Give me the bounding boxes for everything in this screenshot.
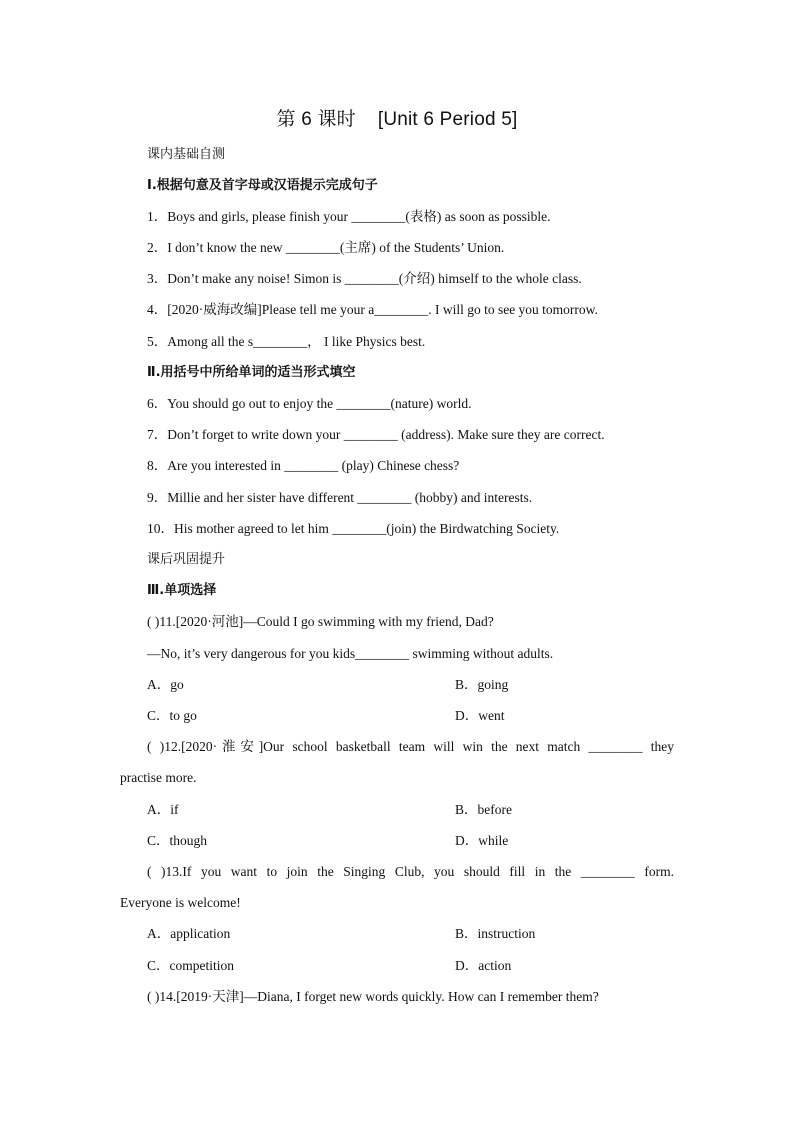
question-13-option-c: C．competition xyxy=(147,958,234,973)
question-11-option-a: A．go xyxy=(147,677,184,692)
unit-label: [Unit 6 Period 5] xyxy=(377,109,518,130)
question-11-option-b: B．going xyxy=(455,677,509,692)
question-14-stem: ( )14.[2019·天津]—Diana, I forget new words quickly. How can I remember them? xyxy=(147,989,599,1004)
question-12-option-b: B．before xyxy=(455,802,512,817)
question-5: 5．Among all the s________， I like Physics best. xyxy=(147,334,426,349)
part-2-heading: Ⅱ.用括号中所给单词的适当形式填空 xyxy=(147,365,356,380)
question-11-option-c: C．to go xyxy=(147,708,197,723)
question-13-stem: ( )13.If you want to join the Singing Club, you should fill in the ________ form. xyxy=(147,864,674,879)
lesson-label: 第 6 课时 xyxy=(276,109,356,130)
question-1: 1．Boys and girls, please finish your ________(表格) as soon as possible. xyxy=(147,209,551,224)
part-1-heading: Ⅰ.根据句意及首字母或汉语提示完成句子 xyxy=(147,178,378,193)
question-8: 8．Are you interested in ________ (play) Chinese chess? xyxy=(147,458,460,473)
question-6: 6．You should go out to enjoy the ________(nature) world. xyxy=(147,396,472,411)
section-header-in-class: 课内基础自测 xyxy=(147,147,226,162)
question-4: 4．[2020·威海改编]Please tell me your a________. I will go to see you tomorrow. xyxy=(147,302,598,317)
section-header-after-class: 课后巩固提升 xyxy=(147,552,226,567)
question-3: 3．Don’t make any noise! Simon is ________(介绍) himself to the whole class. xyxy=(147,271,582,286)
question-12-option-d: D．while xyxy=(455,833,509,848)
question-11-response: —No, it’s very dangerous for you kids________ swimming without adults. xyxy=(147,646,554,661)
question-10: 10．His mother agreed to let him ________(join) the Birdwatching Society. xyxy=(147,521,560,536)
page-title xyxy=(0,104,794,131)
question-7: 7．Don’t forget to write down your ________ (address). Make sure they are correct. xyxy=(147,427,605,442)
question-12-continuation: practise more. xyxy=(120,770,197,785)
question-9: 9．Millie and her sister have different ________ (hobby) and interests. xyxy=(147,490,533,505)
question-13-option-d: D．action xyxy=(455,958,512,973)
question-13-continuation: Everyone is welcome! xyxy=(120,895,241,910)
question-12-option-c: C．though xyxy=(147,833,208,848)
question-13-option-a: A．application xyxy=(147,926,231,941)
question-12-stem: ( )12.[2020·淮安]Our school basketball team will win the next match ________ they xyxy=(147,739,674,754)
question-12-option-a: A．if xyxy=(147,802,179,817)
question-11-stem: ( )11.[2020·河池]—Could I go swimming with my friend, Dad? xyxy=(147,614,494,629)
question-2: 2．I don’t know the new ________(主席) of the Students’ Union. xyxy=(147,240,505,255)
question-13-option-b: B．instruction xyxy=(455,926,536,941)
question-11-option-d: D．went xyxy=(455,708,505,723)
part-3-heading: Ⅲ.单项选择 xyxy=(147,583,217,598)
